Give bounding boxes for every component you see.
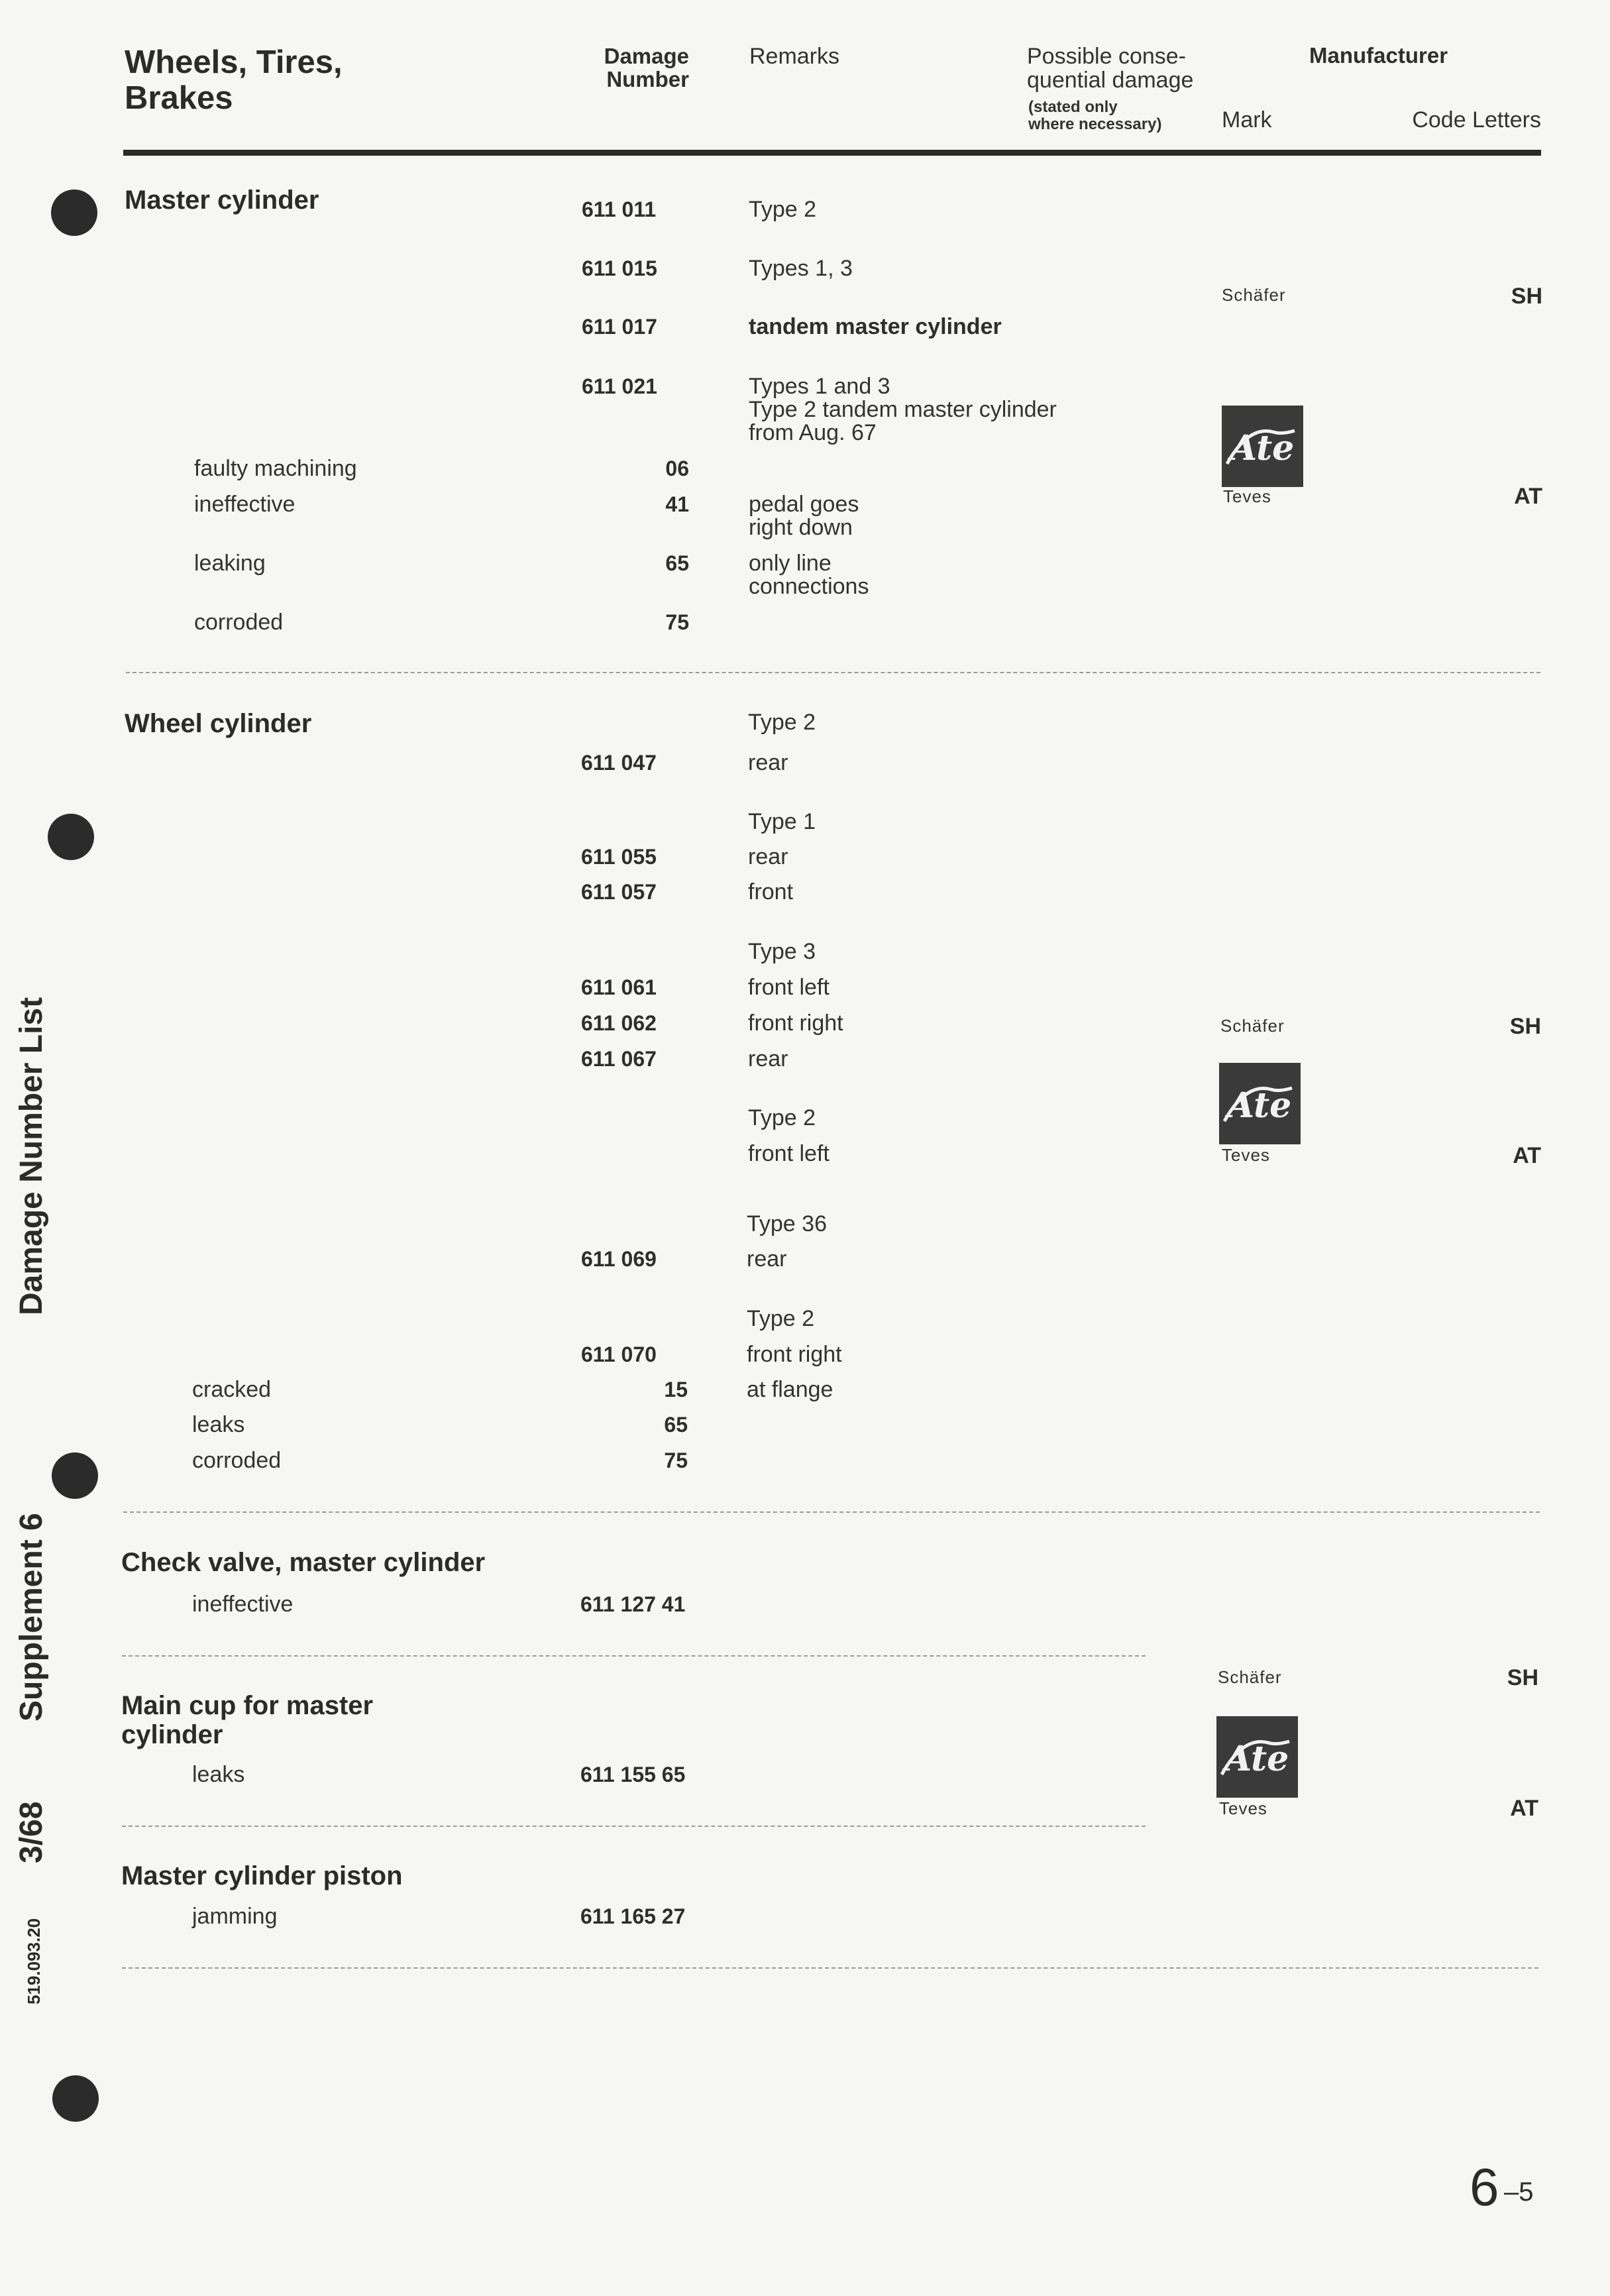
- section-title-main-cup: Main cup for master: [121, 1691, 374, 1720]
- manufacturer-mark-schafer: Schäfer: [1220, 1016, 1285, 1036]
- defect-label: cracked: [192, 1377, 272, 1402]
- damage-number: 611 047: [581, 751, 657, 775]
- consequential-note-line2: where necessary): [1028, 115, 1162, 133]
- damage-number: 611 067: [581, 1047, 657, 1071]
- defect-code: 15: [664, 1378, 688, 1401]
- remark: front right: [748, 1011, 843, 1036]
- remark: connections: [749, 574, 869, 599]
- remark: rear: [747, 1246, 787, 1272]
- damage-number: 611 165 27: [580, 1904, 686, 1928]
- damage-number-list-label: Damage Number List: [14, 997, 49, 1315]
- date-label: 3/68: [14, 1801, 49, 1863]
- manufacturer-mark-schafer: Schäfer: [1218, 1667, 1282, 1687]
- svg-text:Ate: Ate: [1224, 1739, 1289, 1779]
- damage-number: 611 017: [582, 315, 657, 339]
- remark: Type 2 tandem master cylinder: [749, 397, 1057, 422]
- damage-number: 611 062: [581, 1011, 657, 1035]
- remark: rear: [748, 1046, 788, 1071]
- remark: at flange: [747, 1377, 833, 1402]
- remark: Type 2: [748, 710, 816, 735]
- defect-label: leaks: [192, 1762, 245, 1787]
- damage-number-header-line2: Number: [606, 67, 689, 91]
- remark: front right: [747, 1342, 842, 1367]
- defect-label: ineffective: [194, 492, 295, 517]
- remark: rear: [748, 750, 788, 775]
- remark: front: [748, 879, 794, 904]
- section-title-master-cylinder: Master cylinder: [125, 186, 319, 215]
- section-title-master-cylinder-piston: Master cylinder piston: [121, 1861, 403, 1890]
- section-title-main-cup-line2: cylinder: [121, 1720, 223, 1749]
- remark: right down: [749, 515, 853, 540]
- section-title-check-valve: Check valve, master cylinder: [121, 1548, 486, 1577]
- code-letter-at: AT: [1514, 484, 1542, 509]
- remark: front left: [748, 1141, 830, 1166]
- code-letter-at: AT: [1510, 1796, 1538, 1821]
- supplement-label: Supplement 6: [14, 1513, 49, 1722]
- damage-number: 611 127 41: [580, 1592, 686, 1616]
- defect-code: 41: [665, 492, 689, 516]
- remark: only line: [749, 551, 832, 576]
- damage-number: 611 055: [581, 845, 657, 869]
- punch-hole: [52, 2075, 99, 2122]
- ate-logo: [1216, 1716, 1298, 1798]
- remark: Type 1: [748, 809, 816, 834]
- remark: Type 2: [749, 197, 817, 222]
- remark: Type 2: [747, 1306, 815, 1331]
- manufacturer-header: Manufacturer: [1309, 43, 1448, 68]
- svg-text:Ate: Ate: [1227, 1085, 1292, 1126]
- svg-text:Ate: Ate: [1230, 428, 1295, 468]
- doc-code-label: 519.093.20: [24, 1918, 44, 2004]
- damage-number: 611 021: [582, 374, 657, 398]
- section-divider: [122, 1826, 1146, 1827]
- code-letter-sh: SH: [1507, 1665, 1538, 1690]
- damage-number: 611 015: [582, 256, 657, 280]
- code-letter-at: AT: [1513, 1143, 1541, 1168]
- manufacturer-mark-teves: Teves: [1222, 1145, 1270, 1165]
- punch-hole: [52, 1452, 98, 1499]
- remark: Types 1, 3: [749, 256, 853, 281]
- defect-label: leaking: [194, 551, 266, 576]
- defect-label: leaks: [192, 1412, 245, 1437]
- manufacturer-mark-schafer: Schäfer: [1222, 285, 1286, 305]
- section-divider: [123, 1511, 1540, 1513]
- section-title-wheel-cylinder: Wheel cylinder: [125, 709, 312, 738]
- remark: tandem master cylinder: [749, 314, 1002, 339]
- damage-number: 611 057: [581, 880, 657, 904]
- section-divider: [122, 1655, 1146, 1657]
- damage-number: 611 155 65: [580, 1763, 686, 1786]
- punch-hole: [48, 814, 94, 860]
- code-letter-sh: SH: [1511, 284, 1542, 309]
- damage-number: 611 069: [581, 1247, 657, 1271]
- section-divider: [126, 672, 1540, 673]
- header-rule: [123, 150, 1541, 156]
- consequential-damage-header: Possible conse-: [1027, 44, 1187, 69]
- code-letters-header: Code Letters: [1412, 107, 1541, 133]
- remark: front left: [748, 975, 830, 1000]
- defect-label: corroded: [194, 610, 284, 635]
- remark: Type 2: [748, 1105, 816, 1130]
- defect-label: faulty machining: [194, 456, 357, 481]
- ate-logo-icon: [1219, 1063, 1301, 1144]
- ate-logo-icon: [1222, 406, 1303, 487]
- remark: Type 36: [747, 1211, 827, 1236]
- manufacturer-mark-teves: Teves: [1223, 486, 1271, 506]
- defect-label: jamming: [192, 1904, 278, 1929]
- defect-code: 75: [664, 1449, 688, 1472]
- consequential-note: (stated only: [1028, 98, 1118, 116]
- defect-code: 06: [665, 457, 689, 480]
- consequential-damage-header-line2: quential damage: [1027, 68, 1194, 93]
- page-title: Wheels, Tires,: [125, 44, 343, 80]
- defect-code: 65: [664, 1413, 688, 1437]
- manufacturer-mark-teves: Teves: [1219, 1798, 1267, 1818]
- damage-number: 611 061: [581, 975, 657, 999]
- ate-logo: [1222, 406, 1303, 487]
- page-number-sub: –5: [1504, 2177, 1534, 2207]
- ate-logo-icon: [1216, 1716, 1298, 1798]
- damage-number-header: Damage: [604, 44, 689, 68]
- remark: pedal goes: [749, 492, 859, 517]
- defect-code: 65: [665, 551, 689, 575]
- code-letter-sh: SH: [1509, 1014, 1541, 1039]
- defect-label: ineffective: [192, 1592, 294, 1617]
- remark: Types 1 and 3: [749, 374, 890, 399]
- defect-code: 75: [665, 610, 689, 634]
- remark: Type 3: [748, 939, 816, 964]
- ate-logo: [1219, 1063, 1301, 1144]
- damage-number: 611 011: [582, 197, 657, 221]
- mark-header: Mark: [1222, 107, 1272, 133]
- remark: rear: [748, 844, 788, 869]
- damage-number: 611 070: [581, 1342, 657, 1366]
- page-number: 6: [1470, 2158, 1499, 2216]
- punch-hole: [51, 190, 97, 236]
- defect-label: corroded: [192, 1448, 282, 1473]
- page-title-line2: Brakes: [125, 80, 233, 116]
- section-divider: [122, 1967, 1538, 1969]
- remarks-header: Remarks: [749, 44, 840, 69]
- remark: from Aug. 67: [749, 420, 877, 445]
